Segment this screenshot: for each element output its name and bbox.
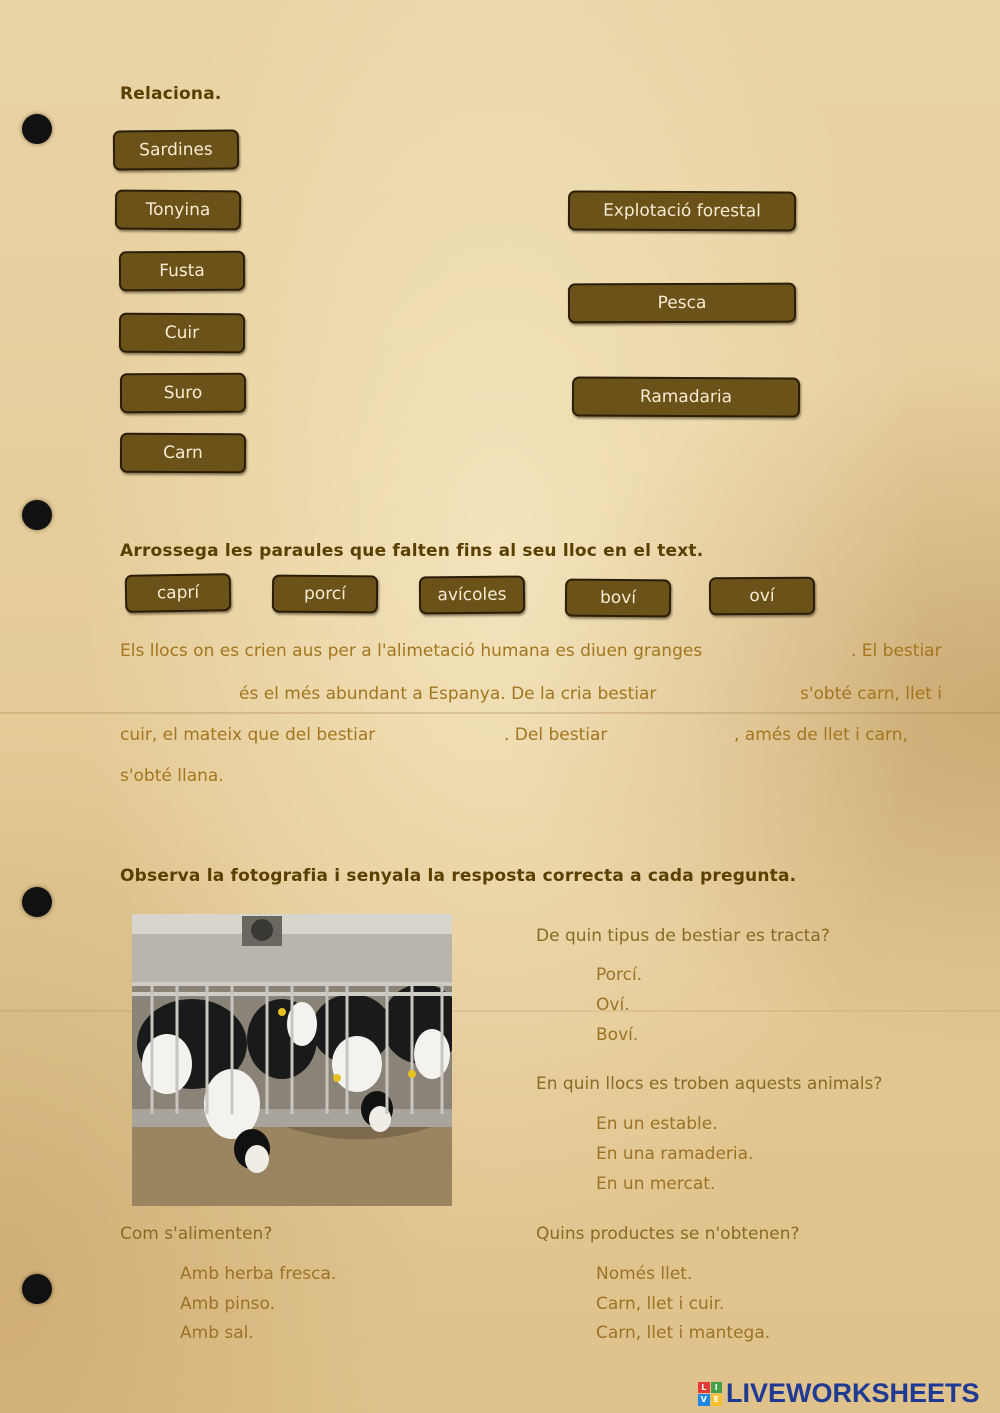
question-4: Quins productes se n'obtenen? (536, 1224, 800, 1244)
paragraph-line2-b: s'obté carn, llet i (800, 684, 942, 704)
question-3: Com s'alimenten? (120, 1224, 273, 1244)
drag-word-bovi[interactable]: boví (565, 579, 671, 618)
paragraph-line1-b: . El bestiar (851, 641, 942, 661)
drop-blank-4[interactable] (386, 723, 498, 749)
q2-option-estable[interactable]: En un estable. (596, 1114, 718, 1134)
binder-hole (22, 1274, 52, 1304)
liveworksheets-logo-text: LIVEWORKSHEETS (726, 1378, 980, 1408)
q1-option-ovi[interactable]: Oví. (596, 995, 630, 1015)
q2-option-ramaderia[interactable]: En una ramaderia. (596, 1144, 754, 1164)
paper-fold (0, 712, 1000, 714)
drop-blank-2[interactable] (120, 682, 232, 708)
q4-option-llet[interactable]: Només llet. (596, 1264, 693, 1284)
paragraph-line3-b: . Del bestiar (504, 725, 608, 745)
binder-hole (22, 114, 52, 144)
q2-option-mercat[interactable]: En un mercat. (596, 1174, 716, 1194)
paragraph-line3-c: , amés de llet i carn, (734, 725, 908, 745)
match-item-cuir[interactable]: Cuir (119, 313, 245, 354)
drop-blank-3[interactable] (680, 682, 796, 708)
liveworksheets-logo[interactable] (698, 1378, 980, 1409)
q1-option-bovi[interactable]: Boví. (596, 1025, 639, 1045)
question-1: De quin tipus de bestiar es tracta? (536, 926, 830, 946)
paragraph-line2-a: és el més abundant a Espanya. De la cria bestiar (239, 684, 657, 704)
binder-hole (22, 887, 52, 917)
binder-hole (22, 500, 52, 530)
liveworksheets-logo-icon: L I V E (698, 1382, 722, 1406)
q4-option-carn-llet-cuir[interactable]: Carn, llet i cuir. (596, 1294, 725, 1314)
drag-word-porci[interactable]: porcí (272, 575, 378, 614)
match-target-pesca[interactable]: Pesca (568, 283, 796, 324)
question-2: En quin llocs es troben aquests animals? (536, 1074, 883, 1094)
q3-option-sal[interactable]: Amb sal. (180, 1323, 254, 1343)
drop-blank-5[interactable] (618, 723, 730, 749)
match-item-suro[interactable]: Suro (120, 373, 246, 413)
drag-word-avicoles[interactable]: avícoles (419, 576, 525, 615)
drop-blank-1[interactable] (728, 639, 846, 665)
drag-word-ovi[interactable]: oví (709, 577, 815, 616)
match-target-explotacio-forestal[interactable]: Explotació forestal (568, 190, 796, 231)
paragraph-line3-a: cuir, el mateix que del bestiar (120, 725, 376, 745)
q3-option-herba[interactable]: Amb herba fresca. (180, 1264, 337, 1284)
match-item-carn[interactable]: Carn (120, 433, 246, 474)
match-item-tonyina[interactable]: Tonyina (115, 190, 241, 231)
drag-word-capri[interactable]: caprí (125, 573, 232, 613)
q3-option-pinso[interactable]: Amb pinso. (180, 1294, 276, 1314)
paragraph-line4: s'obté llana. (120, 766, 224, 786)
match-item-fusta[interactable]: Fusta (119, 251, 245, 292)
match-target-ramadaria[interactable]: Ramadaria (572, 376, 800, 417)
cows-photo (132, 914, 452, 1206)
section1-heading: Relaciona. (120, 84, 222, 104)
q1-option-porci[interactable]: Porcí. (596, 965, 643, 985)
section3-heading: Observa la fotografia i senyala la resposta correcta a cada pregunta. (120, 866, 797, 886)
q4-option-carn-llet-mantega[interactable]: Carn, llet i mantega. (596, 1323, 771, 1343)
section2-heading: Arrossega les paraules que falten fins al seu lloc en el text. (120, 541, 704, 561)
match-item-sardines[interactable]: Sardines (113, 129, 239, 170)
paragraph-line1-a: Els llocs on es crien aus per a l'alimetació humana es diuen granges (120, 641, 703, 661)
